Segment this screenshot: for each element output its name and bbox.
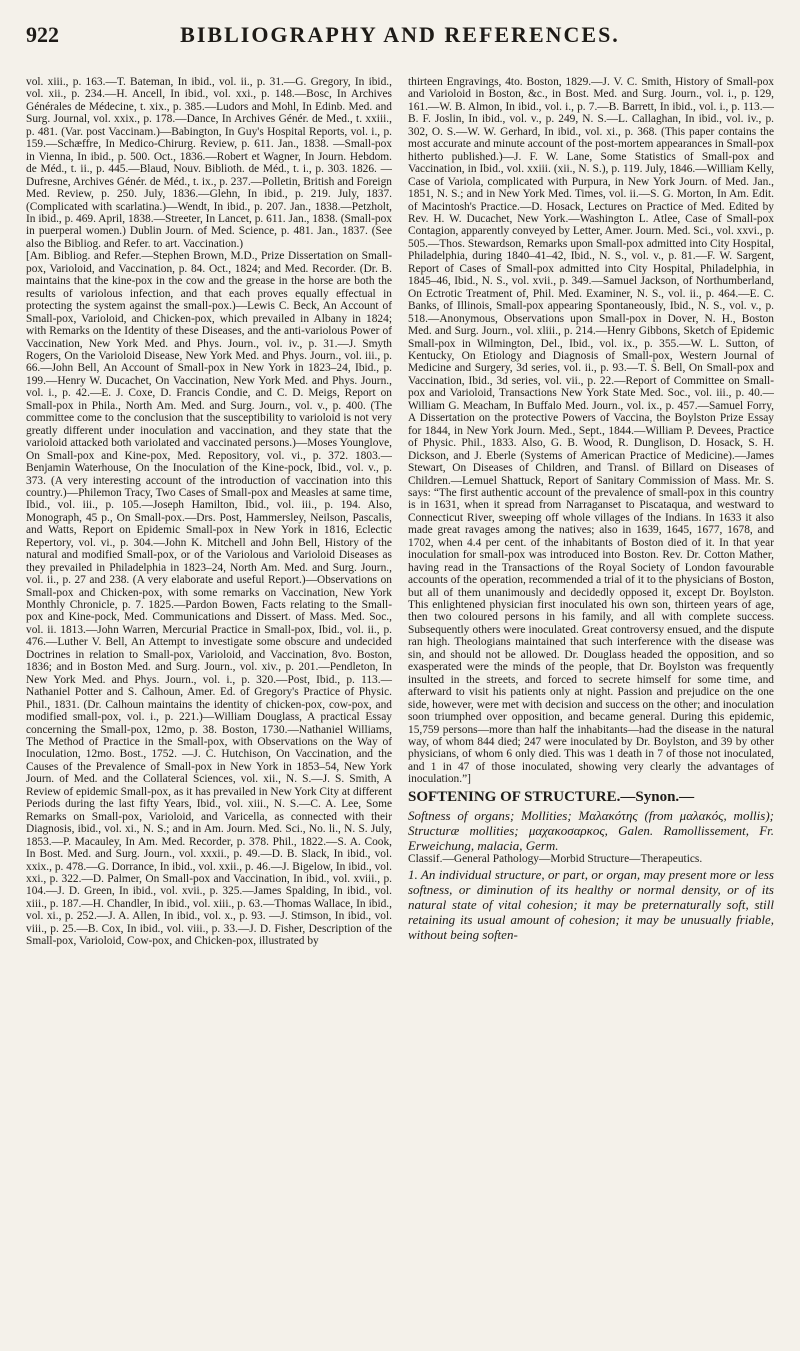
- running-head: BIBLIOGRAPHY AND REFERENCES.: [180, 22, 620, 47]
- right-paragraph: thirteen Engravings, 4to. Boston, 1829.—J. V. C. Smith, History of Small-pox and Varioloid in Boston, &c., in Bost. Med. and Surg. Journ., vol. i., p. 129, 161.—W. B. Almon, In ibid., vol. i., p. 7.—B. Barrett, In ibid., vol. i., p. 113.—B. F. Joslin, In ibid., vol. v., p. 249, N. S.—L. Callaghan, In ibid., vol. iv., p. 302, O. S.—W. W. Gerhard, In ibid., vol. xi., p. 368. (This paper contains the most accurate and minute account of the post-mortem appearances in Small-pox hitherto published.)—J. F. W. Lane, Some Statistics of Small-pox and Vaccination, in Ibid., vol. xxiii. (xii., N. S.), p. 119. July, 1846.—William Kelly, Case of Variola, complicated with Purpura, in New York Journ. of Med. Jan., 1851, N. S.; and in New York Med. Times, vol. ii.—S. G. Morton, In Am. Edit. of Macintosh's Practice.—D. Hosack, Lectures on Practice of Med. Edited by Rev. H. W. Ducachet, New York.—Washington L. Atlee, Case of Small-pox Contagion, apparently conveyed by Letter, Amer. Journ. Med. Sci., vol. xxvi., p. 505.—Thos. Stewardson, Remarks upon Small-pox admitted into City Hospital, Philadelphia, during 1840–41–42, Ibid., N. S., vol. v., p. 81.—F. W. Sargent, Report of Cases of Small-pox admitted into City Hospital, Philadelphia, in 1845–46, Ibid., N. S., vol. xvii., p. 349.—Samuel Jackson, of Northumberland, On Ectrotic Treatment of, Phil. Med. Examiner, N. S., vol. ii., p. 464.—E. C. Banks, of Illinois, Small-pox appearing Spontaneously, Ibid., N. S., vol. v., p. 518.—Anonymous, Observations upon Small-pox in Dover, N. H., Boston Med. and Surg. Journ., vol. xliii., p. 214.—Henry Gibbons, Sketch of Epidemic Small-pox in Wilmington, Del., Ibid., vol. ix., p. 355.—W. L. Sutton, of Kentucky, On Etiology and Diagnosis of Small-pox, Western Journal of Medicine and Surgery, 3d series, vol. ii., p. 93.—T. S. Bell, On Small-pox and Vaccination, Ibid., 3d series, vol. vii., p. 22.—Report of Committee on Small-pox and Varioloid, Transactions New York State Med. Soc., vol. iii., p. 40.—William G. Meacham, In Buffalo Med. Journ., vol. ix., p. 457.—Samuel Forry, A Dissertation on the protective Powers of Vaccina, the Boylston Prize Essay for 1844, in New York Journ. Med., Sept., 1844.—William P. Devees, Practice of Physic. Phil., 1833. Also, G. B. Wood, R. Dunglison, D. Hosack, S. H. Dickson, and J. Eberle (Systems of American Practice of Medicine).—James Stewart, On Diseases of Children, and Transl. of Billard on Diseases of Children.—Lemuel Shattuck, Report of Sanitary Commission of Mass. Mr. S. says: “The first authentic account of the prevalence of small-pox in this country is in 1631, when it spread from Narraganset to Piscataqua, and westward to Connecticut River, sweeping off whole villages of the Indians. In 1633 it also made great ravages among the natives; also in 1639, 1645, 1677, 1678, and 1702, when 4.4 per cent. of the inhabitants of Boston died of it. In that year inoculation for small-pox was introduced into Boston. Rev. Dr. Cotton Mather, having read in the Transactions of the Royal Society of London favourable accounts of the operation, recommended a trial of it to the physicians of Boston, but all of them unanimously and decidedly opposed it, except Dr. Boylston. This enlightened physician first inoculated his own son, thirteen years of age, then two coloured persons in his family, and all with complete success. Subsequently others were inoculated. Great controversy ensued, and the dispute ran high. Theologians maintained that such interference with the disease was sin, and should not be allowed. Dr. Douglass headed the opposition, and so exasperated were the minds of the people, that Dr. Boylston was frequently insulted in the streets, and forced to secrete himself for some time, and afterward to visit his patients only at night. Passion and prejudice on the one side, however, were met with decision and success on the other; and inoculation soon triumphed over opposition, and became general. During this epidemic, 15,759 persons—more than half the inhabitants—had the disease in the natural way, of whom 844 died; 247 were inoculated by Dr. Boylston, and 39 by other physicians, of whom 6 only died. This was 1 death in 7 of those not inoculated, and 1 in 47 of those inoculated, showing very clearly the advantages of inoculation.”]: [408, 76, 774, 786]
- left-column: [26, 76, 392, 1346]
- right-column: [408, 76, 774, 1346]
- page-header: [26, 22, 774, 62]
- section-paragraph: 1. An individual structure, or part, or organ, may present more or less softness, or diminution of its healthy or normal density, or of its natural state of vital cohesion; it may be preternaturally soft, still retaining its usual amount of cohesion; it may be unusually friable, without being soften-: [408, 867, 774, 943]
- columns: [26, 76, 774, 1346]
- section-heading: SOFTENING OF STRUCTURE.—Synon.—: [408, 788, 695, 805]
- left-paragraph: vol. xiii., p. 163.—T. Bateman, In ibid., vol. ii., p. 31.—G. Gregory, In ibid., vol. xii., p. 234.—H. Ancell, In ibid., vol. xxi., p. 148.—Bosc, In Archives Générales de Médecine, t. xix., p. 385.—Ludors and Mohl, In Edinb. Med. and Surg. Journal, vol. xxix., p. 178.—Dance, In Archives Génér. de Med., t. xxiii., p. 481. (Var. post Vaccinam.)—Babington, In Guy's Hospital Reports, vol. i., p. 159.—Schæffre, In Medico-Chirurg. Review, p. 611. Jan., 1838. —Small-pox in Vienna, In ibid., p. 500. Oct., 1836.—Robert et Wagner, In Journ. Hebdom. de Méd., t. ii., p. 445.—Blaud, Nouv. Biblioth. de Méd., t. i., p. 303. 1826. —Dufresne, Archives Génér. de Méd., t. ix., p. 237.—Polletin, British and Foreign Med. Review, p. 250. July, 1836.—Glehn, In ibid., p. 219. July, 1837. (Complicated with scarlatina.)—Wendt, In ibid., p. 207. Jan., 1838.—Petzholt, In ibid., p. 469. April, 1838.—Streeter, In Lancet, p. 611. Jan., 1838. (Small-pox in puerperal women.) Dublin Journ. of Med. Science, p. 481. Jan., 1837. (See also the Bibliog. and Refer. to art. Vaccination.): [26, 76, 392, 250]
- section-classification: Classif.—General Pathology—Morbid Structure—Therapeutics.: [408, 852, 703, 865]
- left-paragraph: [Am. Bibliog. and Refer.—Stephen Brown, M.D., Prize Dissertation on Small-pox, Varioloid, and Vaccination, p. 84. Oct., 1824; and Med. Recorder. (Dr. B. maintains that the kine-pox in the cow and the grease in the horse are both the results of variolous infection, and that each proves equally effectual in protecting the system against the small-pox.)—Lewis C. Beck, An Account of Small-pox, Varioloid, and Chicken-pox, which prevailed in Albany in 1824; with Remarks on the Identity of these Diseases, and the anti-variolous Power of Vaccination, New York Med. and Phys. Journ., vol. iv., p. 31.—J. Smyth Rogers, On the Varioloid Disease, New York Med. and Phys. Journ., vol. iii., p. 66.—John Bell, An Account of Small-pox in New York in 1823–24, Ibid., p. 199.—Henry W. Ducachet, On Vaccination, New York Med. and Phys. Journ., vol. i., p. 42.—E. J. Coxe, D. Francis Condie, and C. D. Meigs, Report on Small-pox in Phila., North Am. Med. and Surg. Journ., vol. v., p. 400. (The committee come to the conclusion that the susceptibility to varioloid is not very greatly different under inoculation and vaccination, and they state that the varioloid attacked both variolated and vaccinated persons.)—Moses Younglove, On Small-pox and Kine-pox, Med. Repository, vol. vi., p. 372. 1803.—Benjamin Waterhouse, On the Inoculation of the Kine-pock, Ibid., vol. v., p. 373. (A very interesting account of the introduction of vaccination into this country.)—Philemon Tracy, Two Cases of Small-pox and Measles at same time, Ibid., vol. iii., p. 105.—Joseph Hamilton, Ibid., vol. iii., p. 194. Also, Monograph, 45 p., On Small-pox.—Drs. Post, Hammersley, Neilson, Pascalis, and Watts, Report on Epidemic Small-pox in New York in 1816, Eclectic Repertory, vol. vi., p. 304.—John K. Mitchell and John Bell, History of the natural and modified Small-pox, or of the Variolous and Varioloid Diseases as they prevailed in Philadelphia in 1823–24, North Am. Med. and Surg. Journ., vol. ii., p. 27 and 238. (A very elaborate and useful Report.)—Observations on Small-pox and Chicken-pox, with some remarks on Vaccination, New York Monthly Chronicle, p. 7. 1825.—Pardon Bowen, Facts relating to the Small-pox and Kine-pock, Med. Communications and Dissert. of Mass. Med. Soc., vol. ii. 1813.—John Warren, Mercurial Practice in Small-pox, Ibid., vol. ii., p. 476.—Luther V. Bell, An Attempt to investigate some obscure and undecided Doctrines in relation to Small-pox, Varioloid, and Vaccination, 8vo. Boston, 1836; and in Boston Med. and Surg. Journ., vol. xiv., p. 201.—Pendleton, In New York Med. and Phys. Journ., vol. i., p. 320.—Post, Ibid., p. 113.—Nathaniel Potter and S. Calhoun, Amer. Ed. of Gregory's Practice of Physic. Phil., 1831. (Dr. Calhoun maintains the identity of chicken-pox, cow-pox, and modified small-pox, vol. i., p. 221.)—William Douglass, A practical Essay concerning the Small-pox, 12mo, p. 38. Boston, 1730.—Nathaniel Williams, The Method of Practice in the Small-pox, with Observations on the Way of Inoculation, 12mo. Bost., 1752. —J. C. Hutchison, On Vaccination, and the Causes of the Prevalence of Small-pox in New York in 1853–54, New York Journ. of Med. and the Collateral Sciences, vol. xii., N. S.—J. S. Smith, A Review of epidemic Small-pox, as it has prevailed in New York City at different Periods during the last fifty Years, Ibid., vol. xiii., N. S.—C. A. Lee, Some Remarks on Small-pox, Varioloid, and Varicella, as connected with their Diagnosis, ibid., vol. xi., N. S.; and in Am. Journ. Med. Sci., No. li., N. S. July, 1853.—P. Macauley, In Am. Med. Recorder, p. 378. Phil., 1822.—S. A. Cook, In Bost. Med. and Surg. Journ., vol. xxxii., p. 49.—D. B. Slack, In ibid., vol. xxix., p. 478.—G. Dorrance, In ibid., vol. xxii., p. 46.—J. Bigelow, In ibid., vol. xxi., p. 322.—D. Palmer, On Small-pox and Vaccination, In ibid., vol. xviii., p. 104.—J. D. Green, In ibid., vol. xvii., p. 325.—James Spalding, In ibid., vol. xiii., p. 187.—H. Chandler, In ibid., vol. xiii., p. 63.—Thomas Wallace, In ibid., vol. xi., p. 252.—J. A. Allen, In ibid., vol. x., p. 93. —J. Stimson, In ibid., vol. viii., p. 25.—B. Cox, In ibid., vol. viii., p. 33.—J. D. Fisher, Description of the Small-pox, Varioloid, Cow-pox, and Chicken-pox, illustrated by: [26, 250, 392, 948]
- section-synonyms: Softness of organs; Mollities; Μαλακότης (from μαλακός, mollis); Structuræ mollities; μαχακοσαρκος, Galen. Ramollissement, Fr. Erweichung, malacia, Germ.: [408, 807, 774, 853]
- page-number: 922: [26, 22, 59, 47]
